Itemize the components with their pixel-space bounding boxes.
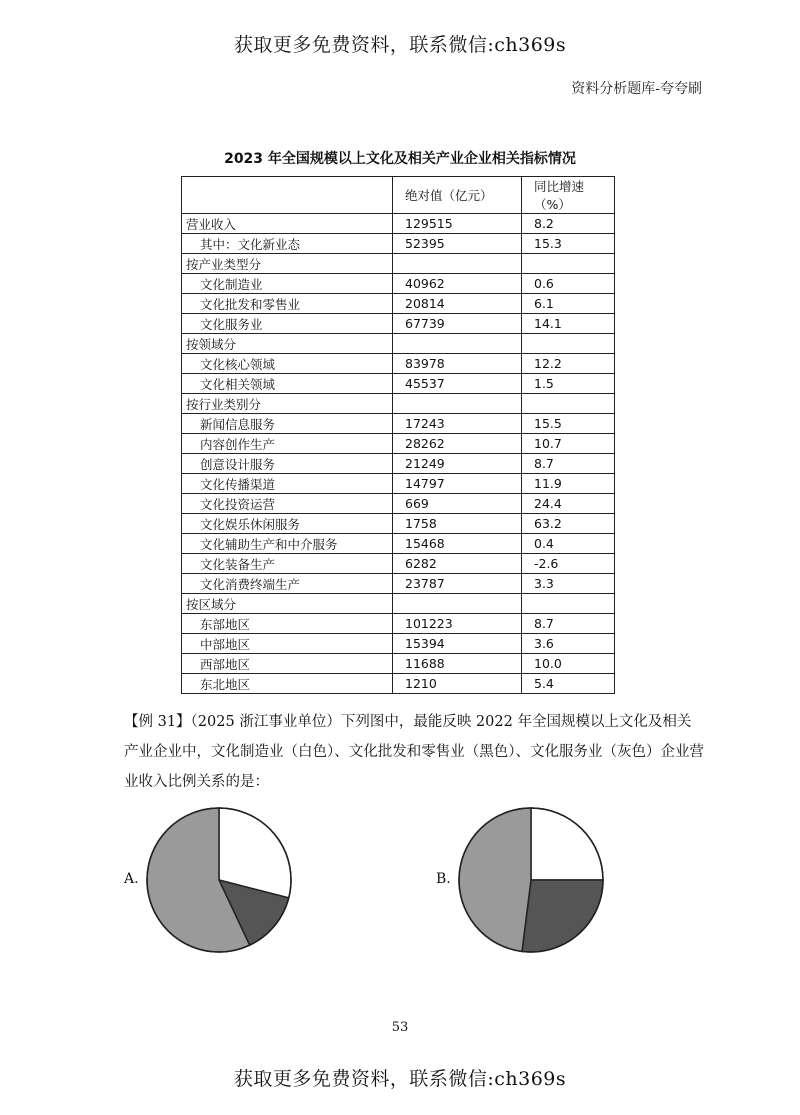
row-growth: 8.2 (522, 214, 615, 234)
row-label: 创意设计服务 (182, 454, 393, 474)
pie-slice-白色 (531, 808, 603, 880)
row-growth (522, 254, 615, 274)
table-row (182, 254, 615, 274)
row-value: 669 (393, 494, 522, 514)
row-label: 营业收入 (182, 214, 393, 234)
row-label: 东部地区 (182, 614, 393, 634)
row-value (393, 334, 522, 354)
row-label: 文化传播渠道 (182, 474, 393, 494)
column-header (182, 177, 393, 214)
row-value: 1758 (393, 514, 522, 534)
row-label: 文化相关领域 (182, 374, 393, 394)
row-label: 文化制造业 (182, 274, 393, 294)
row-label: 文化娱乐休闲服务 (182, 514, 393, 534)
row-label: 文化批发和零售业 (182, 294, 393, 314)
row-label: 内容创作生产 (182, 434, 393, 454)
watermark-bottom: 获取更多免费资料，联系微信:ch369s (233, 1068, 567, 1090)
table-row (182, 354, 615, 374)
table-row (182, 214, 615, 234)
table-row (182, 474, 615, 494)
pie-slice-黑色 (522, 880, 603, 952)
row-label: 按领域分 (182, 334, 393, 354)
row-value: 45537 (393, 374, 522, 394)
table-row (182, 454, 615, 474)
row-growth: 10.0 (522, 654, 615, 674)
row-value: 6282 (393, 554, 522, 574)
table-body (182, 214, 615, 694)
row-value: 17243 (393, 414, 522, 434)
table-row (182, 534, 615, 554)
row-growth: 0.4 (522, 534, 615, 554)
table-row (182, 634, 615, 654)
row-growth (522, 594, 615, 614)
row-growth (522, 334, 615, 354)
row-value: 21249 (393, 454, 522, 474)
row-value (393, 394, 522, 414)
row-growth: 12.2 (522, 354, 615, 374)
row-value: 11688 (393, 654, 522, 674)
row-label: 文化核心领域 (182, 354, 393, 374)
row-growth: -2.6 (522, 554, 615, 574)
row-growth: 10.7 (522, 434, 615, 454)
page-number: 53 (391, 1020, 409, 1035)
row-label: 其中：文化新业态 (182, 234, 393, 254)
row-value: 101223 (393, 614, 522, 634)
row-value: 20814 (393, 294, 522, 314)
row-growth: 11.9 (522, 474, 615, 494)
row-value: 1210 (393, 674, 522, 694)
table-row (182, 494, 615, 514)
table-row (182, 674, 615, 694)
row-label: 文化装备生产 (182, 554, 393, 574)
row-value: 15394 (393, 634, 522, 654)
table-row (182, 514, 615, 534)
row-value: 67739 (393, 314, 522, 334)
row-value: 28262 (393, 434, 522, 454)
table-row (182, 574, 615, 594)
table-row (182, 614, 615, 634)
column-header: 同比增速（%） (522, 177, 615, 214)
row-value (393, 254, 522, 274)
row-value: 83978 (393, 354, 522, 374)
row-value: 23787 (393, 574, 522, 594)
row-label: 新闻信息服务 (182, 414, 393, 434)
header-title: 资料分析题库-夸夸刷 (571, 81, 702, 97)
row-growth: 14.1 (522, 314, 615, 334)
row-label: 中部地区 (182, 634, 393, 654)
row-label: 西部地区 (182, 654, 393, 674)
row-growth: 24.4 (522, 494, 615, 514)
row-label: 文化投资运营 (182, 494, 393, 514)
row-growth: 1.5 (522, 374, 615, 394)
row-label: 东北地区 (182, 674, 393, 694)
pie-chart (456, 805, 606, 955)
row-label: 文化消费终端生产 (182, 574, 393, 594)
table-row (182, 594, 615, 614)
option-label: A. (124, 871, 139, 887)
row-growth: 15.5 (522, 414, 615, 434)
column-header: 绝对值（亿元） (393, 177, 522, 214)
table-row (182, 374, 615, 394)
row-value: 129515 (393, 214, 522, 234)
row-growth: 5.4 (522, 674, 615, 694)
table-row (182, 274, 615, 294)
row-value: 14797 (393, 474, 522, 494)
table-row (182, 414, 615, 434)
table-row (182, 334, 615, 354)
row-growth: 8.7 (522, 454, 615, 474)
row-value: 40962 (393, 274, 522, 294)
row-growth: 8.7 (522, 614, 615, 634)
row-label: 按区域分 (182, 594, 393, 614)
stats-table (181, 176, 615, 694)
row-label: 按产业类型分 (182, 254, 393, 274)
table-row (182, 314, 615, 334)
question-text: 【例 31】（2025 浙江事业单位）下列图中，最能反映 2022 年全国规模以上文化及相关产业企业中，文化制造业（白色）、文化批发和零售业（黑色）、文化服务业（灰色）企业营业收入比例关系的是： (124, 714, 704, 790)
row-value: 52395 (393, 234, 522, 254)
table-row (182, 654, 615, 674)
row-value: 15468 (393, 534, 522, 554)
table-row (182, 394, 615, 414)
row-label: 文化辅助生产和中介服务 (182, 534, 393, 554)
row-label: 文化服务业 (182, 314, 393, 334)
table-title: 2023 年全国规模以上文化及相关产业企业相关指标情况 (224, 151, 576, 167)
watermark-top: 获取更多免费资料，联系微信:ch369s (233, 34, 567, 56)
table-row (182, 234, 615, 254)
row-growth (522, 394, 615, 414)
row-growth: 3.3 (522, 574, 615, 594)
option-label: B. (436, 871, 451, 887)
table-row (182, 434, 615, 454)
table-row (182, 554, 615, 574)
row-growth: 63.2 (522, 514, 615, 534)
table-header-row (182, 177, 615, 214)
row-label: 按行业类别分 (182, 394, 393, 414)
row-value (393, 594, 522, 614)
row-growth: 15.3 (522, 234, 615, 254)
row-growth: 6.1 (522, 294, 615, 314)
row-growth: 0.6 (522, 274, 615, 294)
row-growth: 3.6 (522, 634, 615, 654)
pie-slice-灰色 (459, 808, 531, 951)
table-row (182, 294, 615, 314)
pie-chart (144, 805, 294, 955)
